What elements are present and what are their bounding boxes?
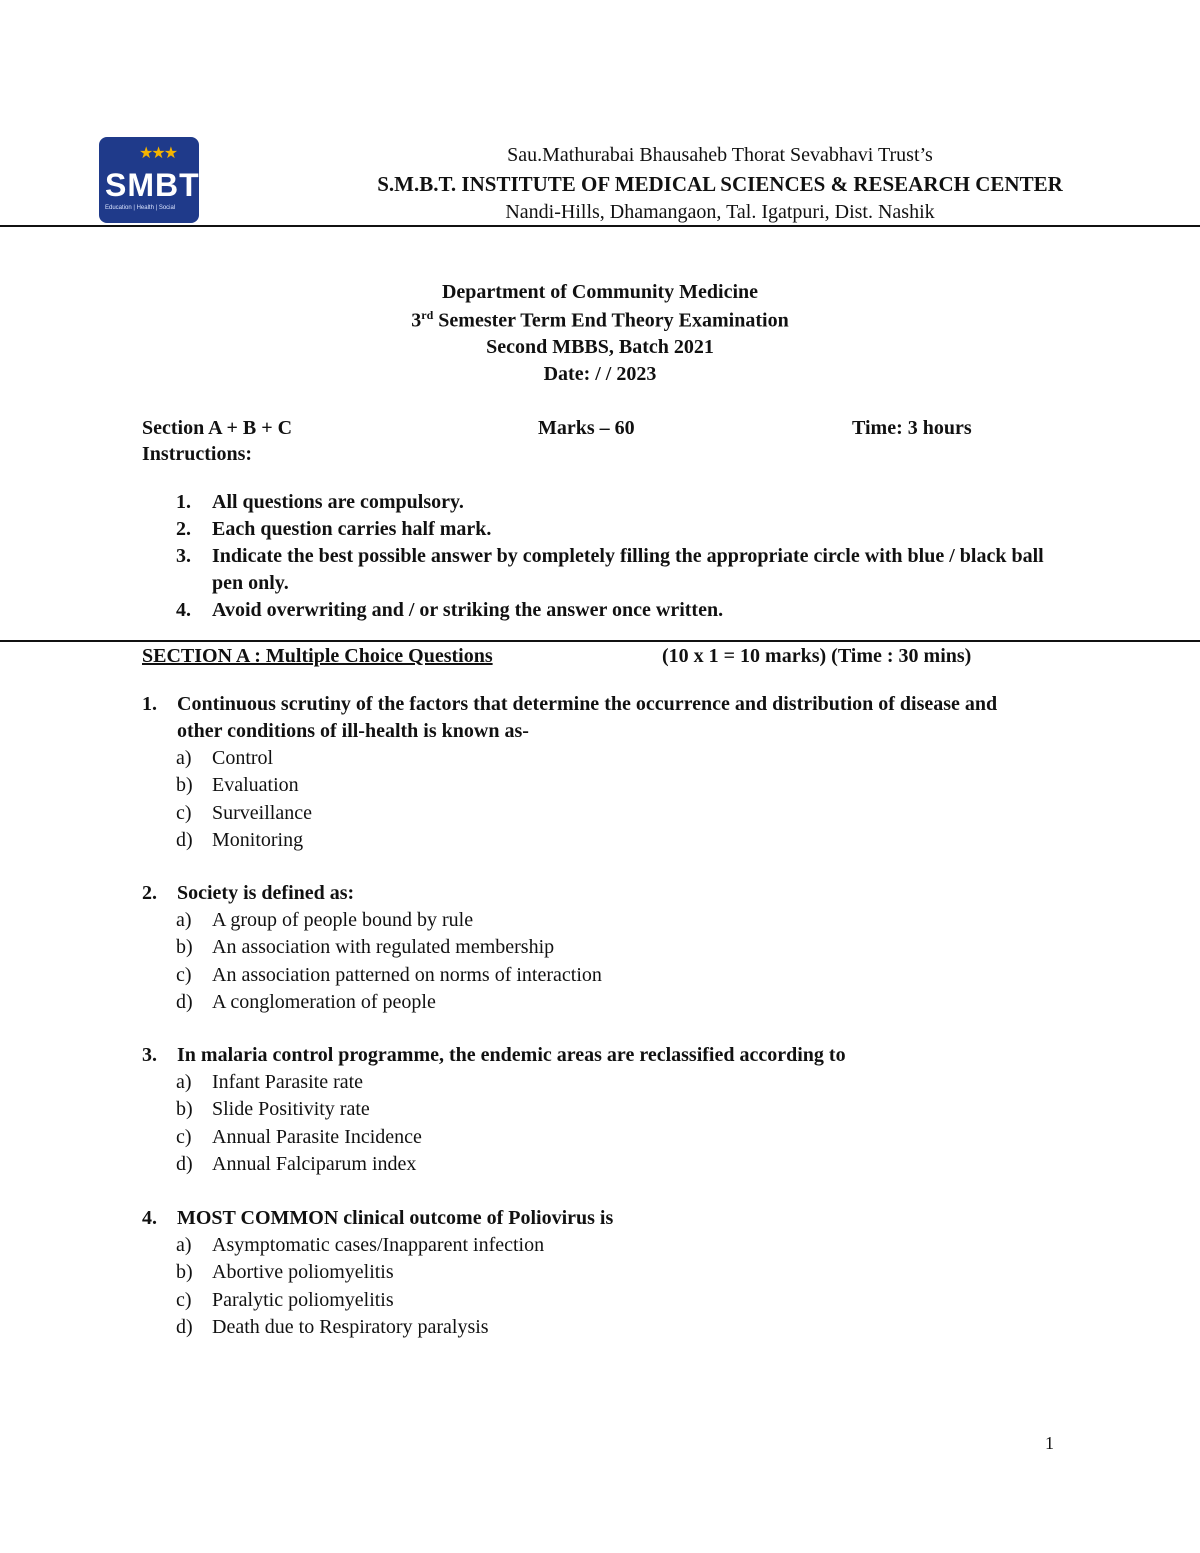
option-text: An association with regulated membership xyxy=(212,936,555,959)
option-d xyxy=(142,989,1042,1016)
option-label: d) xyxy=(176,1152,193,1175)
option-label: d) xyxy=(176,990,193,1013)
question-3 xyxy=(142,1042,1042,1178)
page-number: 1 xyxy=(1045,1433,1054,1453)
option-b xyxy=(142,772,1042,799)
header-divider xyxy=(0,225,1200,227)
option-label: a) xyxy=(176,747,192,769)
option-label: a) xyxy=(176,1071,192,1093)
section-a-title: SECTION A : Multiple Choice Questions xyxy=(142,645,493,667)
exam-date: Date: / / 2023 xyxy=(543,363,657,385)
option-label: c) xyxy=(176,1125,192,1148)
option-text: Monitoring xyxy=(212,828,304,851)
question-1 xyxy=(142,691,1042,854)
option-text: Abortive poliomyelitis xyxy=(212,1261,394,1284)
logo-text: SMBT xyxy=(105,167,200,203)
question-text: In malaria control programme, the endemic areas are reclassified according to xyxy=(177,1044,846,1066)
option-c xyxy=(142,1124,1042,1151)
option-d xyxy=(142,1314,1042,1341)
option-text: Evaluation xyxy=(212,774,299,797)
instruction-text: Each question carries half mark. xyxy=(212,518,492,540)
instruction-item xyxy=(176,489,1076,516)
question-number: 3. xyxy=(142,1044,157,1066)
option-b xyxy=(142,1096,1042,1123)
question-stem xyxy=(142,1205,1042,1232)
option-label: b) xyxy=(176,1098,193,1121)
question-number: 1. xyxy=(142,693,157,715)
question-text: Continuous scrutiny of the factors that determine the occurrence and distribution of disease and other conditions of ill-health is known as- xyxy=(177,693,998,742)
option-text: Annual Falciparum index xyxy=(212,1152,417,1175)
option-list xyxy=(142,1232,1042,1341)
option-a xyxy=(142,1069,1042,1096)
question-stem xyxy=(142,1042,1042,1069)
institute-address: Nandi-Hills, Dhamangaon, Tal. Igatpuri, Dist. Nashik xyxy=(505,201,935,223)
option-a xyxy=(142,745,1042,772)
instruction-item xyxy=(176,597,1076,624)
option-label: c) xyxy=(176,801,192,824)
instruction-item xyxy=(176,543,1076,597)
option-text: Slide Positivity rate xyxy=(212,1098,370,1121)
semester-suffix: rd xyxy=(421,308,434,322)
question-number: 4. xyxy=(142,1207,157,1229)
option-text: Annual Parasite Incidence xyxy=(212,1125,422,1148)
instruction-number: 4. xyxy=(176,599,191,621)
option-list xyxy=(142,745,1042,854)
instruction-item xyxy=(176,516,1076,543)
instruction-text: Indicate the best possible answer by completely filling the appropriate circle with blue / black ball pen only. xyxy=(212,545,1044,594)
option-text: Infant Parasite rate xyxy=(212,1071,364,1093)
option-b xyxy=(142,934,1042,961)
semester-text: Semester Term End Theory Examination xyxy=(433,309,789,332)
institute-logo xyxy=(99,137,199,223)
semester-title xyxy=(0,308,1200,333)
question-text: Society is defined as: xyxy=(177,882,355,904)
option-label: c) xyxy=(176,1288,192,1311)
question-stem xyxy=(142,691,1042,745)
exam-sections: Section A + B + C xyxy=(142,417,293,439)
semester-number: 3 xyxy=(411,309,422,332)
question-2 xyxy=(142,880,1042,1016)
option-d xyxy=(142,827,1042,854)
option-label: a) xyxy=(176,1234,192,1256)
exam-marks: Marks – 60 xyxy=(538,417,635,439)
option-text: An association patterned on norms of interaction xyxy=(212,963,602,986)
trust-name: Sau.Mathurabai Bhausaheb Thorat Sevabhavi Trust’s xyxy=(507,144,933,166)
question-number: 2. xyxy=(142,882,157,904)
option-text: Surveillance xyxy=(212,801,312,824)
option-label: d) xyxy=(176,1315,193,1338)
option-label: b) xyxy=(176,936,193,959)
instructions-list xyxy=(176,489,1076,624)
instruction-text: All questions are compulsory. xyxy=(212,491,464,513)
instruction-number: 1. xyxy=(176,491,191,513)
option-list xyxy=(142,1069,1042,1178)
department-title: Department of Community Medicine xyxy=(441,281,759,303)
exam-time: Time: 3 hours xyxy=(852,417,972,439)
course-title: Second MBBS, Batch 2021 xyxy=(486,336,714,358)
logo-tagline: Education | Health | Social xyxy=(105,205,176,211)
option-text: A group of people bound by rule xyxy=(212,909,474,931)
option-a xyxy=(142,1232,1042,1259)
institute-name: S.M.B.T. INSTITUTE OF MEDICAL SCIENCES & RESEARCH CENTER xyxy=(377,172,1063,196)
option-c xyxy=(142,800,1042,827)
instruction-number: 2. xyxy=(176,518,191,540)
section-divider xyxy=(0,640,1200,642)
option-text: Death due to Respiratory paralysis xyxy=(212,1315,489,1338)
instruction-number: 3. xyxy=(176,545,191,567)
section-a-marks: (10 x 1 = 10 marks) (Time : 30 mins) xyxy=(662,645,972,667)
option-label: c) xyxy=(176,963,192,986)
option-text: Control xyxy=(212,747,274,769)
question-stem xyxy=(142,880,1042,907)
option-label: b) xyxy=(176,774,193,797)
instructions-heading: Instructions: xyxy=(142,443,253,465)
question-4 xyxy=(142,1205,1042,1341)
option-text: A conglomeration of people xyxy=(212,990,436,1013)
option-b xyxy=(142,1259,1042,1286)
option-text: Paralytic poliomyelitis xyxy=(212,1288,394,1311)
option-d xyxy=(142,1151,1042,1178)
option-label: b) xyxy=(176,1261,193,1284)
question-text: MOST COMMON clinical outcome of Poliovirus is xyxy=(177,1207,614,1229)
option-label: a) xyxy=(176,909,192,931)
option-a xyxy=(142,907,1042,934)
option-c xyxy=(142,1287,1042,1314)
option-label: d) xyxy=(176,828,193,851)
option-list xyxy=(142,907,1042,1016)
instruction-text: Avoid overwriting and / or striking the answer once written. xyxy=(212,599,724,621)
option-text: Asymptomatic cases/Inapparent infection xyxy=(212,1234,545,1256)
logo-stars-icon: ★★★ xyxy=(139,143,177,162)
option-c xyxy=(142,962,1042,989)
